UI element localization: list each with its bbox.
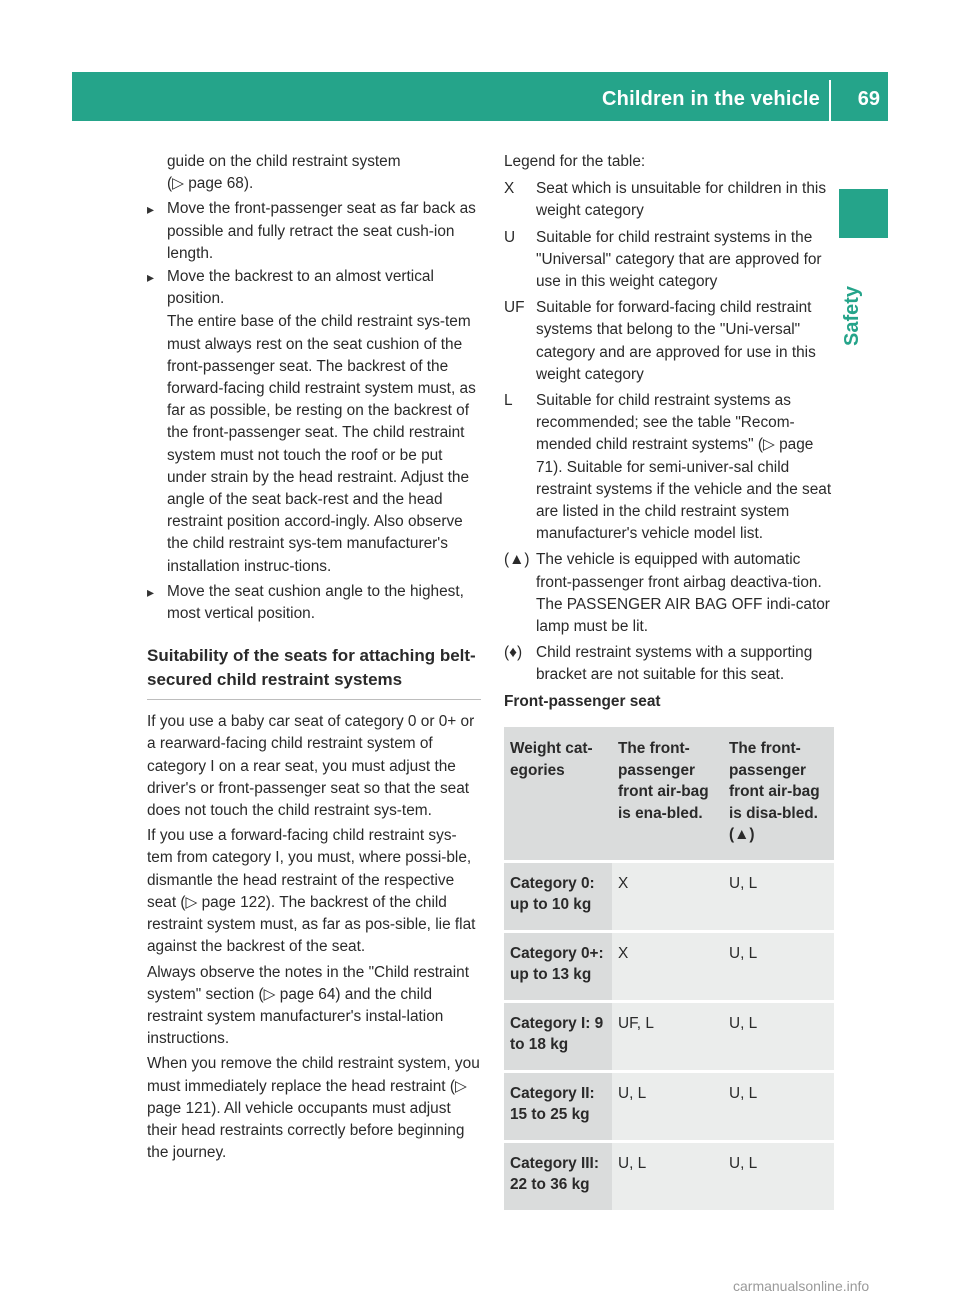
instruction-step [147,581,481,625]
intro-text [147,151,481,195]
table-cell: X [612,933,723,1003]
table-cell: U, L [723,863,834,933]
step-detail: The entire base of the child restraint sys-tem must always rest on the seat cushion of the front-passenger seat. The backrest of the forward-facing child restraint system must, as far as possible, be resting on the backrest of the front-passenger seat. The child restraint system must not touch the roof or be put under strain by the head restraint. Adjust the angle of the seat back-rest and the head restraint position accord-ingly. Also observe the child restraint sys-tem manufacturer's installation instruc-tions. [167,313,476,575]
table-header-row [504,727,834,863]
step-text: Move the seat cushion angle to the highest, most vertical position. [167,582,464,623]
step-arrow-icon: ▸ [147,201,155,218]
legend-key: U [504,228,516,246]
table-cell: U, L [723,1073,834,1143]
table-title: Front-passenger seat [504,692,661,710]
row-header: Category I: 9 to 18 kg [504,1003,612,1073]
legend-text: Child restraint systems with a supporting bracket are not suitable for this seat. [536,644,813,684]
table-cell: U, L [612,1143,723,1213]
instruction-step [147,198,481,265]
watermark: carmanualsonline.info [733,1278,870,1294]
column-header: The front-passenger front air-bag is disa-bled. (▲) [723,727,834,863]
page-number: 69 [857,88,880,110]
section-tab [839,189,888,238]
legend-item [504,390,834,545]
page-reference[interactable]: (▷ page 68). [167,175,254,193]
instruction-step [147,266,481,310]
step-text: Move the backrest to an almost vertical position. [167,268,434,308]
legend-item [504,297,834,386]
legend-key: X [504,180,515,198]
table-cell: U, L [723,1003,834,1073]
legend-item [504,642,834,686]
row-header: Category 0+: up to 13 kg [504,933,612,1003]
header-divider [829,80,831,121]
right-column [504,151,834,713]
table-row [504,933,834,1003]
legend-item [504,227,834,294]
step-text: Move the front-passenger seat as far back as possible and fully retract the seat cush-ion length. [167,200,476,262]
row-header: Category 0: up to 10 kg [504,863,612,933]
chapter-title: Children in the vehicle [602,88,820,110]
column-header: Weight cat-egories [504,727,612,863]
table-cell: U, L [612,1073,723,1143]
table-cell: UF, L [612,1003,723,1073]
left-column [147,151,481,1167]
section-heading: Suitability of the seats for attaching belt-secured child restraint systems [147,644,481,700]
row-header: Category III: 22 to 36 kg [504,1143,612,1213]
legend-text: The vehicle is equipped with automatic front-passenger front airbag deactiva-tion. The PASSENGER AIR BAG OFF indi-cator lamp must be lit. [536,551,830,636]
legend-text: Suitable for child restraint systems in the "Universal" category that are approved for use in this weight category [536,228,822,291]
table-row [504,1073,834,1143]
row-header: Category II: 15 to 25 kg [504,1073,612,1143]
page-header [72,72,888,121]
legend-text: Seat which is unsuitable for children in this weight category [536,180,827,220]
legend-key: (♦) [504,644,523,662]
legend-key: L [504,392,513,410]
table-row [504,1143,834,1213]
intro-line: guide on the child restraint system [167,153,401,170]
column-header: The front-passenger front air-bag is ena-bled. [612,727,723,863]
table-cell: U, L [723,1143,834,1213]
body-paragraph: If you use a forward-facing child restraint sys-tem from category I, you must, where possi-ble, dismantle the head restraint of the respective seat (▷ page 122). The backrest of the child restraint system must, as far as pos-sible, lie flat against the backrest of the seat. [147,827,476,956]
table-row [504,863,834,933]
legend-item [504,178,834,222]
body-paragraph: When you remove the child restraint system, you must immediately replace the head restraint (▷ page 121). All vehicle occupants must adjust their head restraints correctly before beginning the journey. [147,1055,480,1162]
section-label: Safety [841,285,863,346]
step-arrow-icon: ▸ [147,583,155,600]
legend-text: Suitable for child restraint systems as recommended; see the table "Recom-mended child restraint systems" (▷ page 71). Suitable for semi-univer-sal child restraint systems if the vehicle and the seat are listed in the child restraint system manufacturer's vehicle model list. [536,392,832,543]
legend-item [504,549,834,638]
table-cell: U, L [723,933,834,1003]
table-cell: X [612,863,723,933]
legend-title: Legend for the table: [504,153,646,170]
legend-key: (▲) [504,551,530,569]
body-paragraph: Always observe the notes in the "Child restraint system" section (▷ page 64) and the child restraint system manufacturer's instal-lation instructions. [147,963,469,1048]
legend-key: UF [504,299,525,317]
table-row [504,1003,834,1073]
body-paragraph: If you use a baby car seat of category 0 or 0+ or a rearward-facing child restraint system of category I on a rear seat, you must adjust the driver's or front-passenger seat so that the seat does not touch the child restraint sys-tem. [147,713,475,820]
legend-text: Suitable for forward-facing child restraint systems that belong to the "Uni-versal" category and are approved for use in this weight category [536,299,816,383]
front-passenger-seat-table [504,727,834,1213]
step-arrow-icon: ▸ [147,269,155,286]
